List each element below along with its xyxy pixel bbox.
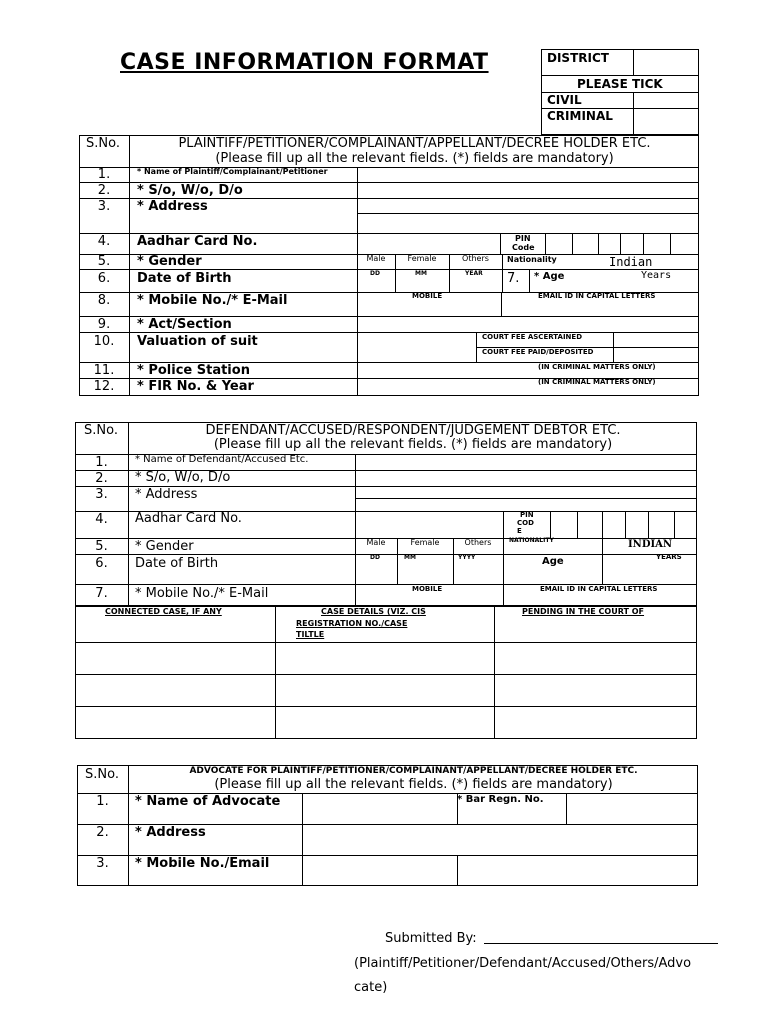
case-details-input[interactable]: [276, 675, 494, 706]
advocate-mobile-label: * Mobile No./Email: [135, 856, 270, 871]
defendant-relation-label: * S/o, W/o, D/o: [135, 470, 231, 485]
pin-code-label-2: Code: [512, 243, 535, 252]
gender-male-option[interactable]: Male: [366, 254, 386, 263]
plaintiff-relation-input[interactable]: [358, 183, 698, 198]
row-number: 4.: [95, 512, 108, 527]
advocate-heading: ADVOCATE FOR PLAINTIFF/PETITIONER/COMPLAINANT/APPELLANT/DECREE HOLDER ETC.: [189, 766, 638, 776]
plaintiff-fir-label: * FIR No. & Year: [137, 379, 254, 394]
row-number: 2.: [95, 471, 108, 486]
age-label: Age: [542, 556, 564, 567]
defendant-dob-label: Date of Birth: [135, 556, 219, 571]
row-number: 11.: [93, 363, 115, 378]
row-number: 8.: [97, 293, 111, 308]
civil-label: CIVIL: [547, 93, 582, 107]
age-label: * Age: [534, 271, 565, 282]
plaintiff-mobile-label: * Mobile No./* E-Mail: [137, 293, 288, 308]
row-number: 5.: [97, 254, 111, 269]
row-number: 1.: [95, 455, 108, 470]
dob-mm-label: MM: [415, 270, 427, 277]
row-number: 1.: [97, 167, 111, 182]
years-label: YEARS: [656, 553, 682, 561]
defendant-address-input-1[interactable]: [356, 487, 696, 498]
row-number: 3.: [95, 487, 108, 502]
defendant-gender-label: * Gender: [135, 539, 194, 554]
defendant-address-input-2[interactable]: [356, 499, 696, 511]
pin-code-label-3: E: [517, 527, 522, 535]
plaintiff-police-label: * Police Station: [137, 363, 250, 378]
row-number: 6.: [97, 271, 111, 286]
pending-court-input[interactable]: [495, 707, 696, 738]
row-number: 5.: [95, 539, 108, 554]
row-number: 12.: [93, 379, 115, 394]
row-number: 2.: [97, 183, 111, 198]
bar-regn-label: * Bar Regn. No.: [457, 794, 544, 805]
nationality-label: Nationality: [507, 255, 557, 264]
defendant-mobile-label: * Mobile No./* E-Mail: [135, 586, 269, 601]
plaintiff-subheading: (Please fill up all the relevant fields. (*) fields are mandatory): [215, 151, 614, 166]
age-row-number: 7.: [507, 271, 520, 286]
mobile-hint: MOBILE: [412, 585, 443, 593]
plaintiff-age-input[interactable]: [580, 270, 638, 292]
row-number: 10.: [93, 334, 115, 349]
case-details-input[interactable]: [276, 643, 494, 674]
case-details-header: CASE DETAILS (VIZ. CIS: [321, 607, 426, 616]
row-number: 7.: [95, 586, 108, 601]
plaintiff-aadhar-label: Aadhar Card No.: [137, 234, 258, 249]
connected-case-input[interactable]: [76, 675, 275, 706]
connected-case-header: CONNECTED CASE, IF ANY: [105, 607, 222, 616]
plaintiff-name-input[interactable]: [358, 168, 698, 182]
advocate-mobile-input[interactable]: [303, 856, 457, 885]
plaintiff-sno-header: S.No.: [86, 136, 120, 151]
defendant-address-label: * Address: [135, 487, 198, 502]
dob-mm-label: MM: [404, 554, 416, 561]
defendant-aadhar-label: Aadhar Card No.: [135, 511, 242, 526]
row-number: 6.: [95, 556, 108, 571]
district-label: DISTRICT: [547, 51, 609, 65]
pending-court-input[interactable]: [495, 643, 696, 674]
criminal-checkbox[interactable]: [635, 109, 697, 134]
defendant-relation-input[interactable]: [356, 471, 696, 486]
defendant-sno-header: S.No.: [84, 423, 118, 438]
plaintiff-act-input[interactable]: [358, 317, 698, 332]
mobile-hint: MOBILE: [412, 292, 443, 300]
connected-case-input[interactable]: [76, 643, 275, 674]
email-hint: EMAIL ID IN CAPITAL LETTERS: [540, 585, 658, 593]
row-number: 3.: [96, 856, 109, 871]
plaintiff-relation-label: * S/o, W/o, D/o: [137, 183, 243, 198]
district-input[interactable]: [635, 51, 697, 74]
advocate-sno-header: S.No.: [85, 767, 119, 782]
nationality-value: Indian: [609, 255, 653, 269]
row-number: 1.: [96, 794, 109, 809]
plaintiff-gender-label: * Gender: [137, 254, 202, 269]
plaintiff-dob-label: Date of Birth: [137, 271, 232, 286]
gender-others-option[interactable]: Others: [462, 254, 489, 263]
pin-code-label-2: COD: [517, 519, 534, 527]
plaintiff-aadhar-input[interactable]: [358, 234, 500, 254]
row-number: 4.: [97, 234, 111, 249]
plaintiff-address-input-2[interactable]: [358, 214, 698, 233]
submitted-by-role-2: cate): [354, 980, 388, 995]
please-tick-label: PLEASE TICK: [577, 77, 663, 91]
advocate-name-input[interactable]: [303, 794, 457, 824]
dob-dd-label: DD: [370, 270, 380, 277]
advocate-subheading: (Please fill up all the relevant fields. (*) fields are mandatory): [214, 777, 613, 792]
court-fee-paid-label: COURT FEE PAID/DEPOSITED: [482, 348, 594, 356]
plaintiff-act-label: * Act/Section: [137, 317, 232, 332]
submitted-by-label: Submitted By:: [385, 931, 477, 946]
pending-court-header: PENDING IN THE COURT OF: [522, 607, 645, 616]
pin-code-label: PIN: [520, 511, 534, 519]
bar-regn-input[interactable]: [567, 794, 697, 824]
email-hint: EMAIL ID IN CAPITAL LETTERS: [538, 292, 656, 300]
gender-others-option[interactable]: Others: [464, 538, 492, 547]
advocate-email-input[interactable]: [458, 856, 697, 885]
row-number: 3.: [97, 199, 111, 214]
defendant-name-label: * Name of Defendant/Accused Etc.: [135, 454, 309, 465]
court-fee-ascertained-label: COURT FEE ASCERTAINED: [482, 333, 582, 341]
plaintiff-heading: PLAINTIFF/PETITIONER/COMPLAINANT/APPELLANT/DECREE HOLDER ETC.: [178, 136, 651, 151]
plaintiff-address-input-1[interactable]: [358, 199, 698, 213]
nationality-label: NATIONALITY: [509, 537, 554, 544]
gender-male-option[interactable]: Male: [366, 538, 386, 547]
advocate-name-label: * Name of Advocate: [135, 794, 281, 809]
years-label: Years: [641, 270, 672, 281]
dob-year-label: YEAR: [465, 270, 483, 277]
plaintiff-fir-input[interactable]: [358, 379, 536, 395]
criminal-matters-note: (IN CRIMINAL MATTERS ONLY): [538, 363, 656, 371]
row-number: 2.: [96, 825, 109, 840]
defendant-aadhar-input[interactable]: [356, 512, 503, 538]
case-details-header-2: REGISTRATION NO./CASE: [296, 619, 408, 628]
plaintiff-address-label: * Address: [137, 199, 208, 214]
submitted-by-role: (Plaintiff/Petitioner/Defendant/Accused/Others/Advo: [354, 956, 692, 971]
advocate-address-label: * Address: [135, 825, 206, 840]
defendant-heading: DEFENDANT/ACCUSED/RESPONDENT/JUDGEMENT DEBTOR ETC.: [205, 423, 621, 438]
page-title: CASE INFORMATION FORMAT: [120, 50, 489, 75]
signature-line[interactable]: [484, 943, 718, 944]
plaintiff-police-input[interactable]: [358, 363, 536, 378]
defendant-name-input[interactable]: [356, 455, 696, 470]
civil-checkbox[interactable]: [635, 93, 697, 107]
connected-case-input[interactable]: [76, 707, 275, 738]
case-details-input[interactable]: [276, 707, 494, 738]
defendant-subheading: (Please fill up all the relevant fields. (*) fields are mandatory): [213, 437, 613, 452]
pending-court-input[interactable]: [495, 675, 696, 706]
case-details-header-3: TILTLE: [296, 630, 325, 639]
dob-yyyy-label: YYYY: [458, 554, 476, 561]
gender-female-option[interactable]: Female: [410, 538, 440, 547]
criminal-label: CRIMINAL: [547, 109, 613, 123]
plaintiff-name-label: * Name of Plaintiff/Complainant/Petitioner: [137, 167, 328, 176]
advocate-address-input[interactable]: [303, 825, 697, 855]
nationality-value: INDIAN: [628, 539, 673, 550]
dob-dd-label: DD: [370, 554, 380, 561]
row-number: 9.: [97, 317, 111, 332]
criminal-matters-note: (IN CRIMINAL MATTERS ONLY): [538, 378, 656, 386]
plaintiff-valuation-label: Valuation of suit: [137, 334, 258, 349]
gender-female-option[interactable]: Female: [407, 254, 437, 263]
pin-code-label: PIN: [515, 234, 531, 243]
